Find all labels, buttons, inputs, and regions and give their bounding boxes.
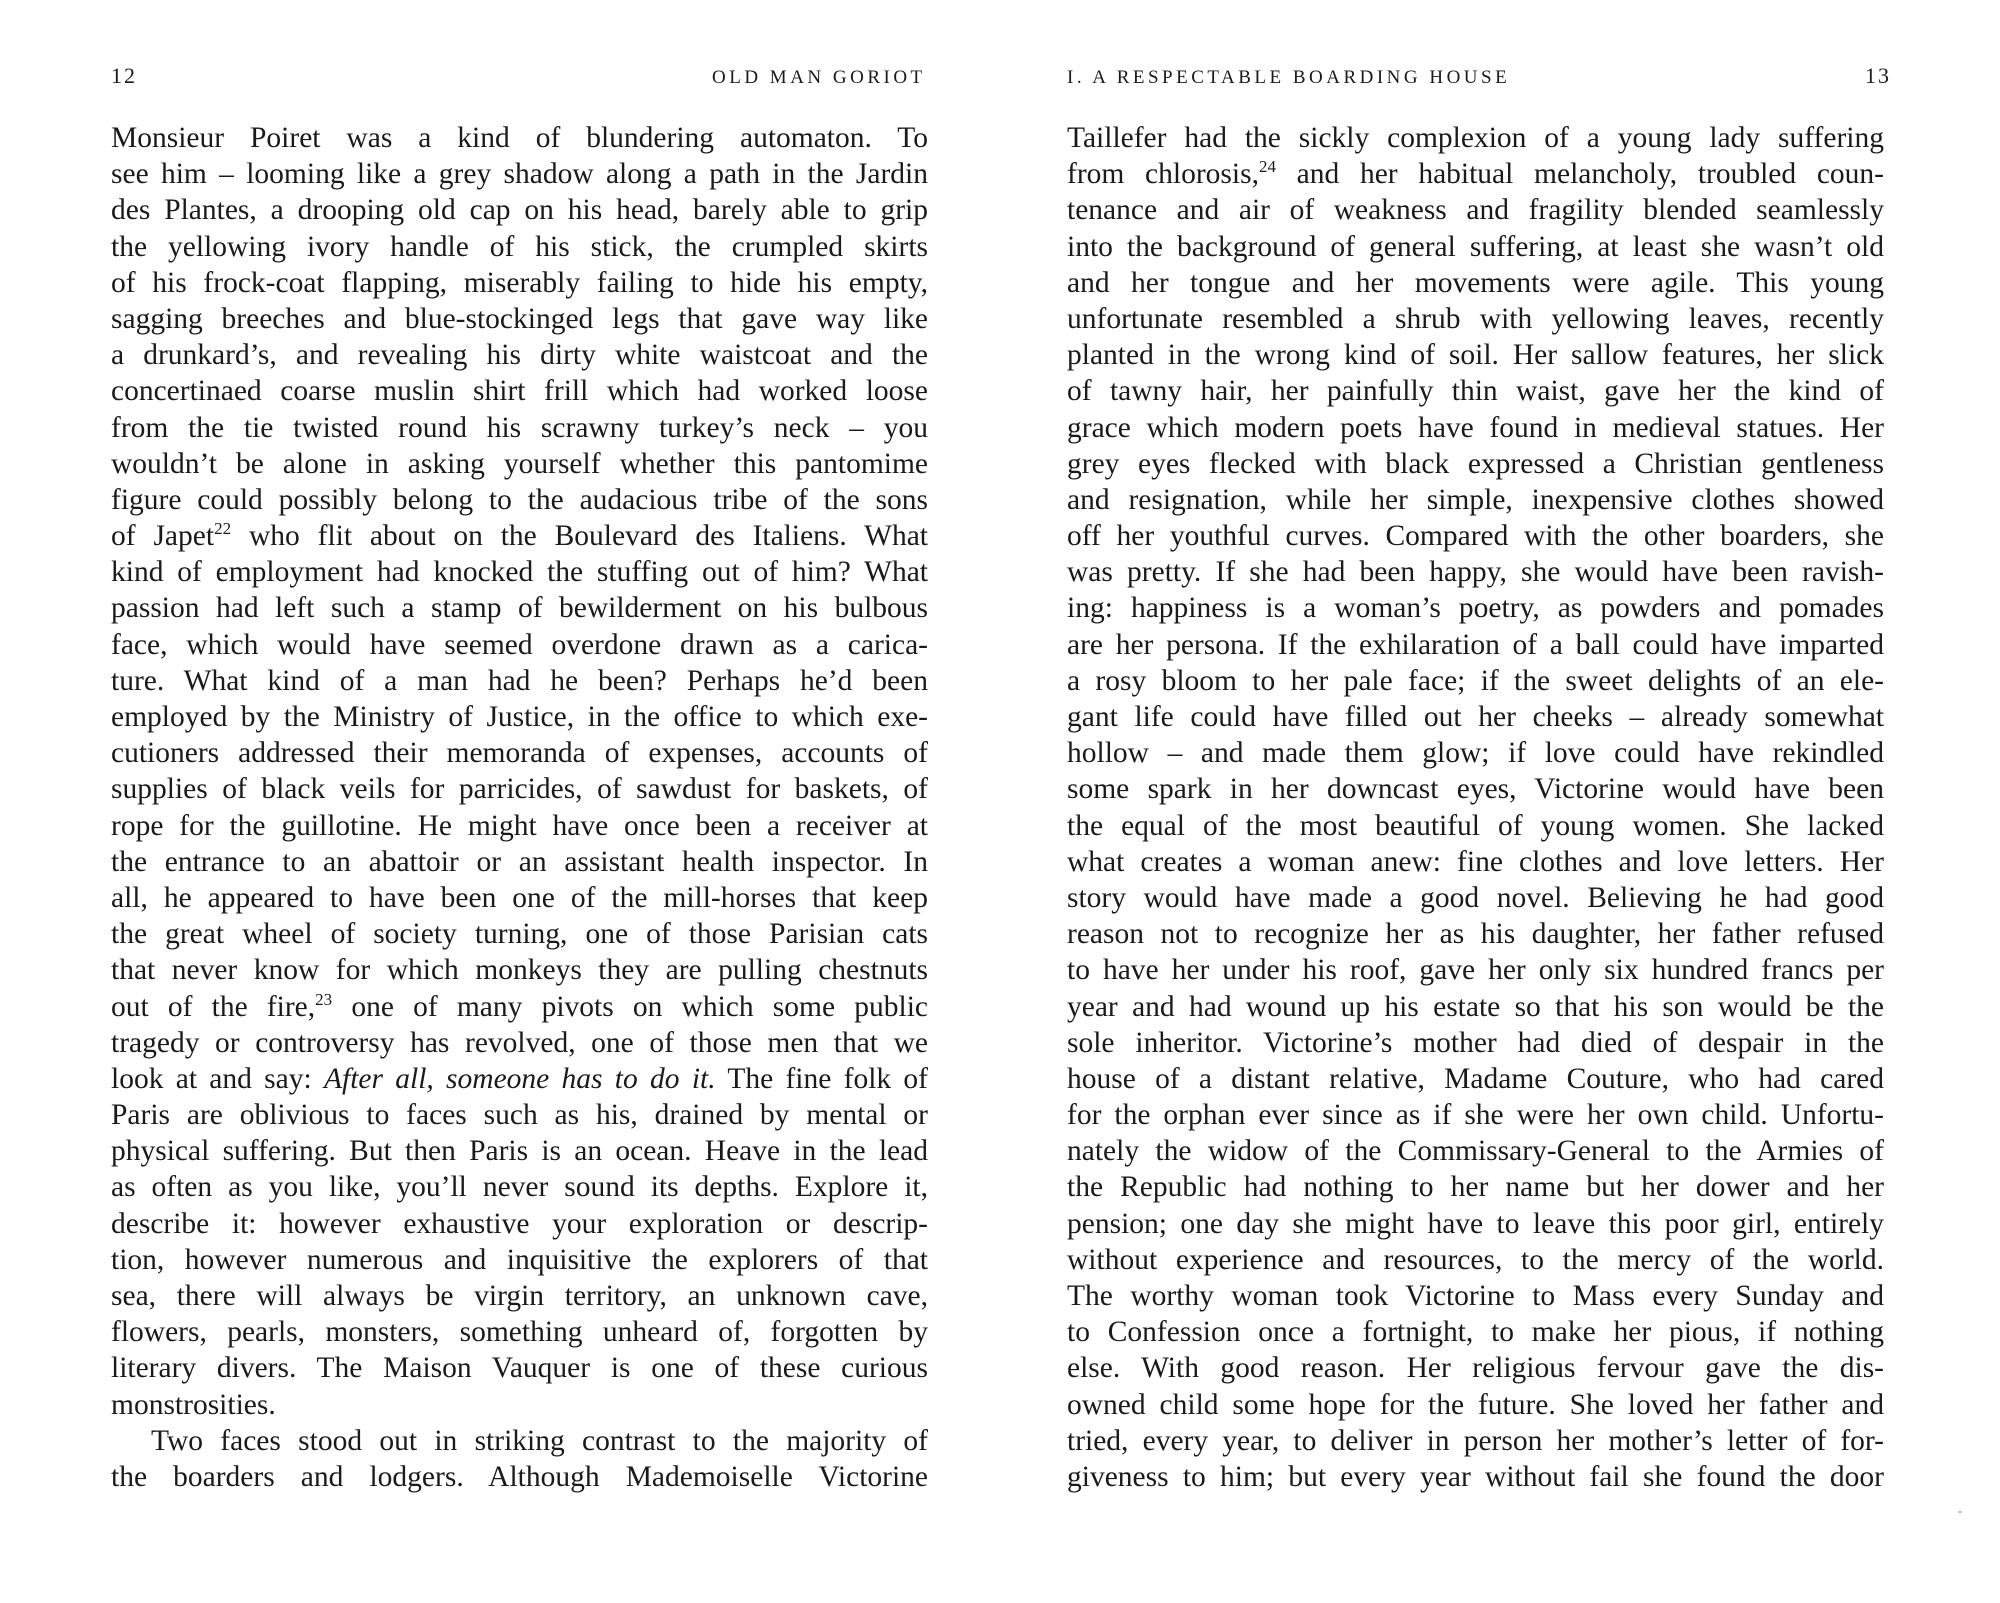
text-line: that never know for which monkeys they are pulling chestnuts <box>111 954 928 987</box>
text-segment: The fine folk of <box>715 1062 929 1095</box>
text-segment: one of many pivots on which some public <box>332 990 928 1023</box>
text-line: tragedy or controversy has revolved, one of those men that we <box>111 1026 928 1059</box>
text-line: a rosy bloom to her pale face; if the sweet delights of an ele- <box>1067 664 1884 697</box>
text-line: des Plantes, a drooping old cap on his head, barely able to grip <box>111 194 928 227</box>
text-segment: look at and say: <box>111 1062 324 1095</box>
text-line: to Confession once a fortnight, to make her pious, if nothing <box>1067 1316 1884 1349</box>
text-line: the entrance to an abattoir or an assistant health inspector. In <box>111 845 928 878</box>
text-line: flowers, pearls, monsters, something unheard of, forgotten by <box>111 1316 928 1349</box>
text-line: tenance and air of weakness and fragility blended seamlessly <box>1067 194 1884 227</box>
text-line: some spark in her downcast eyes, Victorine would have been <box>1067 773 1884 806</box>
text-line: house of a distant relative, Madame Couture, who had cared <box>1067 1062 1884 1095</box>
text-line: for the orphan ever since as if she were her own child. Unfortu- <box>1067 1099 1884 1132</box>
text-line: a drunkard’s, and revealing his dirty white waistcoat and the <box>111 339 928 372</box>
text-segment: from chlorosis, <box>1067 158 1259 191</box>
right-page <box>1000 0 2000 1603</box>
text-line: ture. What kind of a man had he been? Perhaps he’d been <box>111 664 928 697</box>
text-line: sole inheritor. Victorine’s mother had died of despair in the <box>1067 1026 1884 1059</box>
text-line: the boarders and lodgers. Although Mademoiselle Victorine <box>111 1460 928 1493</box>
text-line: employed by the Ministry of Justice, in the office to which exe- <box>111 701 928 733</box>
scan-speck <box>1958 1511 1962 1513</box>
footnote-marker: 23 <box>315 989 333 1009</box>
text-line: face, which would have seemed overdone drawn as a carica- <box>111 628 928 661</box>
text-line: rope for the guillotine. He might have once been a receiver at <box>111 809 928 842</box>
text-line: grey eyes flecked with black expressed a Christian gentleness <box>1067 447 1884 480</box>
page-number: 12 <box>111 63 137 88</box>
text-line: and resignation, while her simple, inexpensive clothes showed <box>1067 483 1884 516</box>
text-line: giveness to him; but every year without fail she found the door <box>1067 1460 1884 1493</box>
text-line: into the background of general suffering, at least she wasn’t old <box>1067 230 1884 263</box>
footnote-marker: 24 <box>1258 157 1276 177</box>
text-line: supplies of black veils for parricides, of sawdust for baskets, of <box>111 773 928 806</box>
text-line: tion, however numerous and inquisitive the explorers of that <box>111 1243 928 1276</box>
text-line: all, he appeared to have been one of the mill-horses that keep <box>111 881 928 914</box>
text-line: reason not to recognize her as his daughter, her father refused <box>1067 918 1884 951</box>
text-line: are her persona. If the exhilaration of a ball could have imparted <box>1067 628 1884 661</box>
page-number: 13 <box>1865 63 1891 88</box>
text-line <box>111 1061 928 1097</box>
body-text <box>111 120 928 1495</box>
text-segment: out of the fire, <box>111 990 316 1023</box>
text-segment: and her habitual melancholy, troubled coun- <box>1275 158 1884 191</box>
text-line: the equal of the most beautiful of young women. She lacked <box>1067 809 1884 842</box>
text-line: of tawny hair, her painfully thin waist, gave her the kind of <box>1067 375 1884 408</box>
text-line: monstrosities. <box>111 1388 276 1421</box>
text-line: literary divers. The Maison Vauquer is one of these curious <box>111 1352 928 1385</box>
italic-phrase: After all, someone has to do it. <box>323 1062 716 1095</box>
text-line: unfortunate resembled a shrub with yellowing leaves, recently <box>1067 302 1884 335</box>
text-line: grace which modern poets have found in medieval statues. Her <box>1067 411 1884 444</box>
text-line: year and had wound up his estate so that his son would be the <box>1067 990 1884 1023</box>
text-line <box>111 989 928 1025</box>
text-line: Two faces stood out in striking contrast to the majority of <box>151 1424 928 1457</box>
text-line: tried, every year, to deliver in person her mother’s letter of for- <box>1067 1424 1884 1457</box>
text-line: pension; one day she might have to leave this poor girl, entirely <box>1067 1207 1884 1240</box>
text-line: else. With good reason. Her religious fervour gave the dis- <box>1067 1352 1884 1385</box>
text-segment: who flit about on the Boulevard des Italiens. What <box>231 520 928 553</box>
text-line: Taillefer had the sickly complexion of a young lady suffering <box>1067 122 1884 154</box>
text-line: what creates a woman anew: fine clothes and love letters. Her <box>1067 845 1884 878</box>
text-line: to have her under his roof, gave her only six hundred francs per <box>1067 954 1884 987</box>
text-line: describe it: however exhaustive your exploration or descrip- <box>111 1207 928 1240</box>
text-line: wouldn’t be alone in asking yourself whether this pantomime <box>111 447 928 480</box>
text-line: Paris are oblivious to faces such as his, drained by mental or <box>111 1099 928 1132</box>
text-line: ing: happiness is a woman’s poetry, as powders and pomades <box>1067 592 1884 625</box>
text-line: passion had left such a stamp of bewilderment on his bulbous <box>111 592 928 625</box>
text-line: nately the widow of the Commissary-General to the Armies of <box>1067 1135 1884 1168</box>
text-line <box>111 518 928 554</box>
text-line: see him – looming like a grey shadow along a path in the Jardin <box>111 158 928 191</box>
text-line: of his frock-coat flapping, miserably failing to hide his empty, <box>111 266 928 299</box>
text-segment: of Japet <box>111 520 215 553</box>
text-line: the great wheel of society turning, one of those Parisian cats <box>111 918 928 951</box>
text-line: sagging breeches and blue-stockinged legs that gave way like <box>111 302 928 335</box>
text-line: cutioners addressed their memoranda of expenses, accounts of <box>111 737 928 770</box>
text-line: hollow – and made them glow; if love could have rekindled <box>1067 737 1884 770</box>
text-line: physical suffering. But then Paris is an ocean. Heave in the lead <box>111 1135 928 1168</box>
footnote-marker: 22 <box>214 519 232 539</box>
text-line: off her youthful curves. Compared with the other boarders, she <box>1067 520 1884 553</box>
text-line: The worthy woman took Victorine to Mass every Sunday and <box>1067 1280 1884 1312</box>
text-line: from the tie twisted round his scrawny turkey’s neck – you <box>111 411 928 444</box>
text-line: kind of employment had knocked the stuffing out of him? What <box>111 556 928 589</box>
text-line: concertinaed coarse muslin shirt frill which had worked loose <box>111 375 928 408</box>
text-line: planted in the wrong kind of soil. Her sallow features, her slick <box>1067 339 1884 372</box>
text-line <box>1067 156 1884 192</box>
text-line: figure could possibly belong to the audacious tribe of the sons <box>111 483 928 516</box>
text-line: sea, there will always be virgin territory, an unknown cave, <box>111 1280 928 1312</box>
running-head: OLD MAN GORIOT <box>712 67 926 88</box>
text-line: and her tongue and her movements were agile. This young <box>1067 266 1884 299</box>
text-line: story would have made a good novel. Believing he had good <box>1067 881 1884 914</box>
text-line: Monsieur Poiret was a kind of blundering automaton. To <box>111 122 928 154</box>
text-line: owned child some hope for the future. She loved her father and <box>1067 1388 1884 1421</box>
text-line: the yellowing ivory handle of his stick, the crumpled skirts <box>111 230 928 263</box>
text-line: as often as you like, you’ll never sound its depths. Explore it, <box>111 1171 928 1204</box>
text-line: was pretty. If she had been happy, she would have been ravish- <box>1067 556 1884 589</box>
text-line: gant life could have filled out her cheeks – already somewhat <box>1067 701 1884 733</box>
text-line: the Republic had nothing to her name but her dower and her <box>1067 1171 1884 1204</box>
text-line: without experience and resources, to the mercy of the world. <box>1067 1243 1884 1276</box>
running-head: I. A RESPECTABLE BOARDING HOUSE <box>1067 67 1511 88</box>
body-text <box>1067 120 1884 1495</box>
